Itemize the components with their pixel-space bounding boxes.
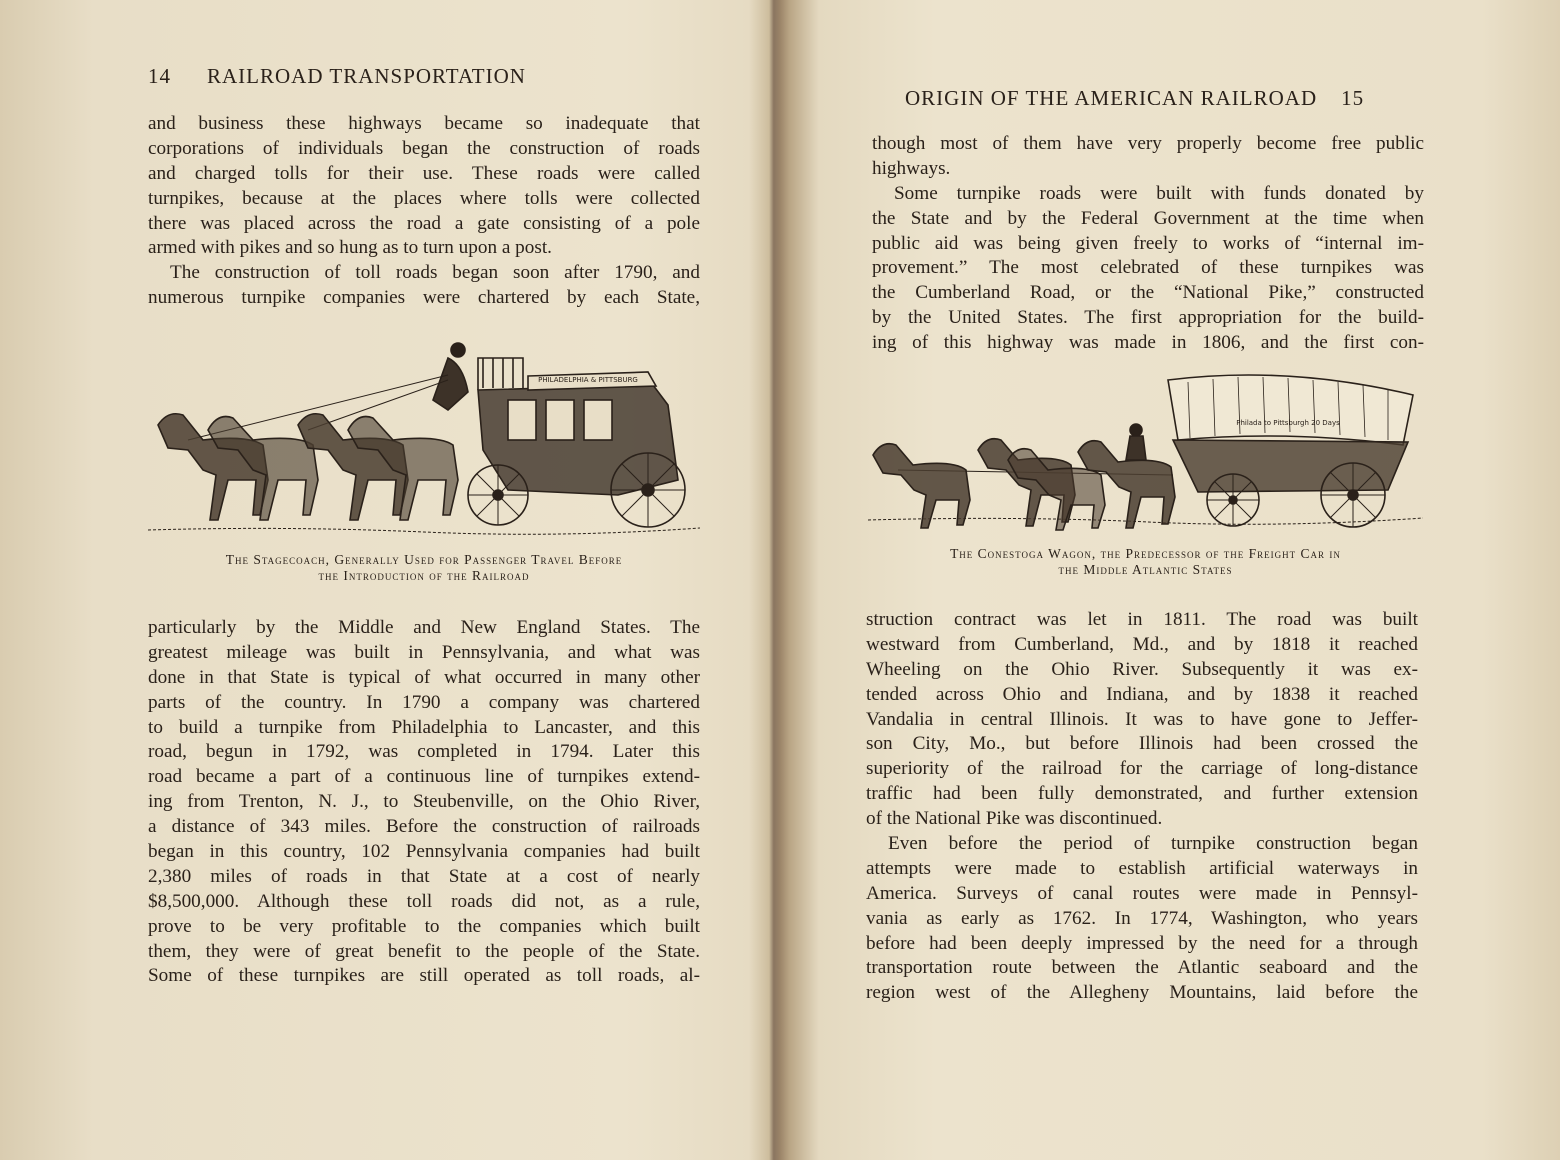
text-line: armed with pikes and so hung as to turn upon a post.: [148, 237, 552, 259]
text-line: vania as early as 1762. In 1774, Washington, who years: [866, 907, 1418, 929]
text-line: road, begun in 1792, was completed in 1794. Later this: [148, 741, 700, 763]
text-line: transportation route between the Atlantic seaboard and the: [866, 957, 1418, 979]
left-running-head: [148, 64, 526, 89]
text-line: particularly by the Middle and New England States. The: [148, 617, 700, 638]
text-line: America. Surveys of canal routes were made in Pennsyl-: [866, 882, 1418, 904]
text-line: turnpikes, because at the places where tolls were collected: [148, 187, 700, 209]
text-line: attempts were made to establish artificial waterways in: [866, 857, 1418, 879]
text-line: region west of the Allegheny Mountains, laid before the: [866, 982, 1418, 1004]
caption-line: The Conestoga Wagon, the Predecessor of the Freight Car in: [950, 546, 1341, 561]
coach-sign: PHILADELPHIA & PITTSBURG: [538, 376, 638, 384]
left-text-block-1: [148, 112, 700, 311]
text-line: and charged tolls for their use. These roads were called: [148, 162, 700, 184]
text-line: westward from Cumberland, Md., and by 1818 it reached: [866, 633, 1418, 655]
text-line: began in this country, 102 Pennsylvania companies had built: [148, 841, 700, 863]
text-line: ing of this highway was made in 1806, and the first con-: [872, 332, 1424, 354]
right-text-block-1: [872, 132, 1424, 356]
page-number: 15: [1341, 86, 1365, 110]
text-line: Some of these turnpikes are still operated as toll roads, al-: [148, 965, 700, 987]
text-line: struction contract was let in 1811. The road was built: [866, 609, 1418, 630]
left-page: [0, 0, 770, 1160]
conestoga-wagon-illustration: [868, 370, 1423, 535]
text-line: a distance of 343 miles. Before the construction of railroads: [148, 816, 700, 838]
running-head-title: ORIGIN OF THE AMERICAN RAILROAD: [905, 86, 1318, 110]
stagecoach-engraving: [148, 330, 700, 545]
text-line: traffic had been fully demonstrated, and further extension: [866, 783, 1418, 805]
text-line: by the United States. The first appropriation for the build-: [872, 307, 1424, 329]
text-line: to build a turnpike from Philadelphia to Lancaster, and this: [148, 716, 700, 738]
right-text-block-2: [866, 608, 1418, 1006]
text-line: ing from Trenton, N. J., to Steubenville, on the Ohio River,: [148, 791, 700, 813]
right-page: [790, 0, 1560, 1160]
text-line: $8,500,000. Although these toll roads did not, as a rule,: [148, 890, 700, 912]
stagecoach-illustration: [148, 330, 700, 545]
text-line: public aid was being given freely to works of “internal im-: [872, 232, 1424, 254]
right-running-head: [905, 86, 1364, 111]
text-line: parts of the country. In 1790 a company was chartered: [148, 691, 700, 713]
text-line: though most of them have very properly become free public: [872, 133, 1424, 154]
text-line: greatest mileage was built in Pennsylvania, and what was: [148, 641, 700, 663]
wagon-sign: Philada to Pittsburgh 20 Days: [1236, 419, 1340, 427]
text-line: The construction of toll roads began soon after 1790, and: [170, 262, 700, 284]
text-line: Vandalia in central Illinois. It was to have gone to Jeffer-: [866, 708, 1418, 730]
caption-line: the Middle Atlantic States: [1058, 562, 1233, 577]
text-line: and business these highways became so inadequate that: [148, 113, 700, 134]
text-line: done in that State is typical of what occurred in many other: [148, 666, 700, 688]
text-line: numerous turnpike companies were chartered by each State,: [148, 287, 700, 309]
stagecoach-caption: [148, 552, 700, 584]
text-line: 2,380 miles of roads in that State at a cost of nearly: [148, 865, 700, 887]
text-line: son City, Mo., but before Illinois had been crossed the: [866, 733, 1418, 755]
text-line: Wheeling on the Ohio River. Subsequently it was ex-: [866, 658, 1418, 680]
running-head-title: RAILROAD TRANSPORTATION: [207, 64, 526, 88]
text-line: corporations of individuals began the construction of roads: [148, 137, 700, 159]
text-line: the State and by the Federal Government at the time when: [872, 207, 1424, 229]
conestoga-caption: [868, 546, 1423, 578]
text-line: Some turnpike roads were built with funds donated by: [894, 182, 1424, 204]
text-line: before had been deeply impressed by the need for a through: [866, 932, 1418, 954]
text-line: them, they were of great benefit to the people of the State.: [148, 940, 700, 962]
text-line: provement.” The most celebrated of these turnpikes was: [872, 257, 1424, 279]
text-line: of the National Pike was discontinued.: [866, 808, 1163, 830]
text-line: prove to be very profitable to the companies which built: [148, 915, 700, 937]
left-text-block-2: [148, 616, 700, 989]
text-line: the Cumberland Road, or the “National Pike,” constructed: [872, 282, 1424, 304]
text-line: Even before the period of turnpike construction began: [888, 833, 1418, 855]
page-number: 14: [148, 64, 171, 88]
text-line: road became a part of a continuous line of turnpikes extend-: [148, 766, 700, 788]
caption-line: the Introduction of the Railroad: [318, 568, 530, 583]
text-line: superiority of the railroad for the carriage of long-distance: [866, 758, 1418, 780]
text-line: tended across Ohio and Indiana, and by 1838 it reached: [866, 683, 1418, 705]
text-line: there was placed across the road a gate consisting of a pole: [148, 212, 700, 234]
caption-line: The Stagecoach, Generally Used for Passenger Travel Before: [225, 552, 623, 567]
conestoga-wagon-engraving: [868, 370, 1423, 535]
text-line: highways.: [872, 157, 951, 179]
